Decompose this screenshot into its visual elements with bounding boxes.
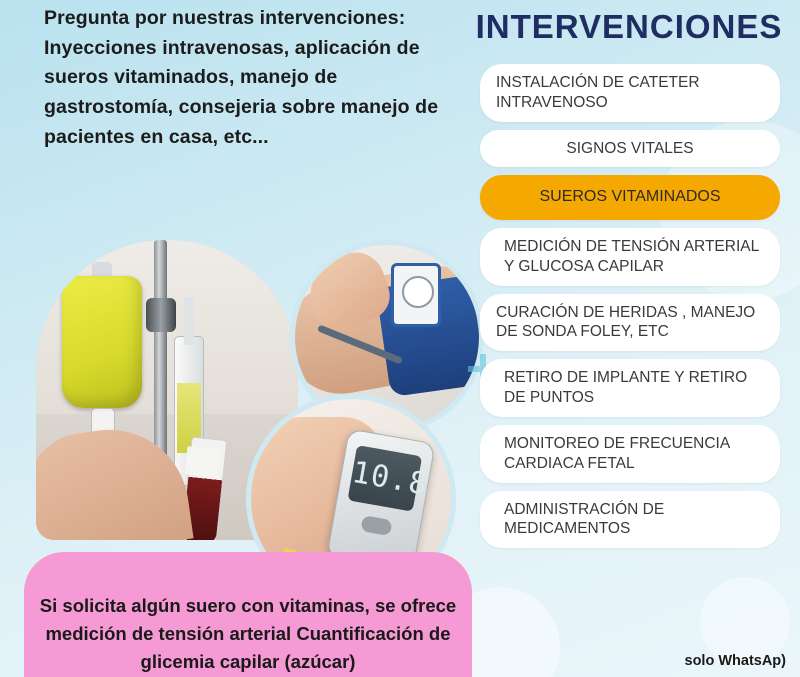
list-item: SIGNOS VITALES bbox=[480, 130, 780, 168]
whatsapp-note: solo WhatsAp) bbox=[684, 653, 786, 669]
glucometer-reading: 10.8 bbox=[347, 445, 422, 512]
list-item: CURACIÓN DE HERIDAS , MANEJO DE SONDA FOLEY, ETC bbox=[480, 294, 780, 352]
page-title: INTERVENCIONES bbox=[475, 8, 783, 45]
intro-paragraph: Pregunta por nuestras intervenciones: Inyecciones intravenosas, aplicación de sueros vitaminados, manejo de gastrostomía, consejeria sobre manejo de pacientes en casa, etc... bbox=[44, 7, 439, 148]
list-item: INSTALACIÓN DE CATETER INTRAVENOSO bbox=[480, 64, 780, 122]
pink-banner-text: Si solicita algún suero con vitaminas, se ofrece medición de tensión arterial Cuantificación de glicemia capilar (azúcar) bbox=[39, 595, 457, 673]
photo-collage bbox=[18, 222, 468, 562]
pink-banner bbox=[24, 552, 472, 677]
list-item: ADMINISTRACIÓN DE MEDICAMENTOS bbox=[480, 491, 780, 549]
list-item: MEDICIÓN DE TENSIÓN ARTERIAL Y GLUCOSA CAPILAR bbox=[480, 228, 780, 286]
interventions-list bbox=[480, 64, 780, 556]
list-item: RETIRO DE IMPLANTE Y RETIRO DE PUNTOS bbox=[480, 359, 780, 417]
list-item: MONITOREO DE FRECUENCIA CARDIACA FETAL bbox=[480, 425, 780, 483]
right-column bbox=[468, 0, 800, 677]
list-item-highlighted: SUEROS VITAMINADOS bbox=[480, 175, 780, 219]
